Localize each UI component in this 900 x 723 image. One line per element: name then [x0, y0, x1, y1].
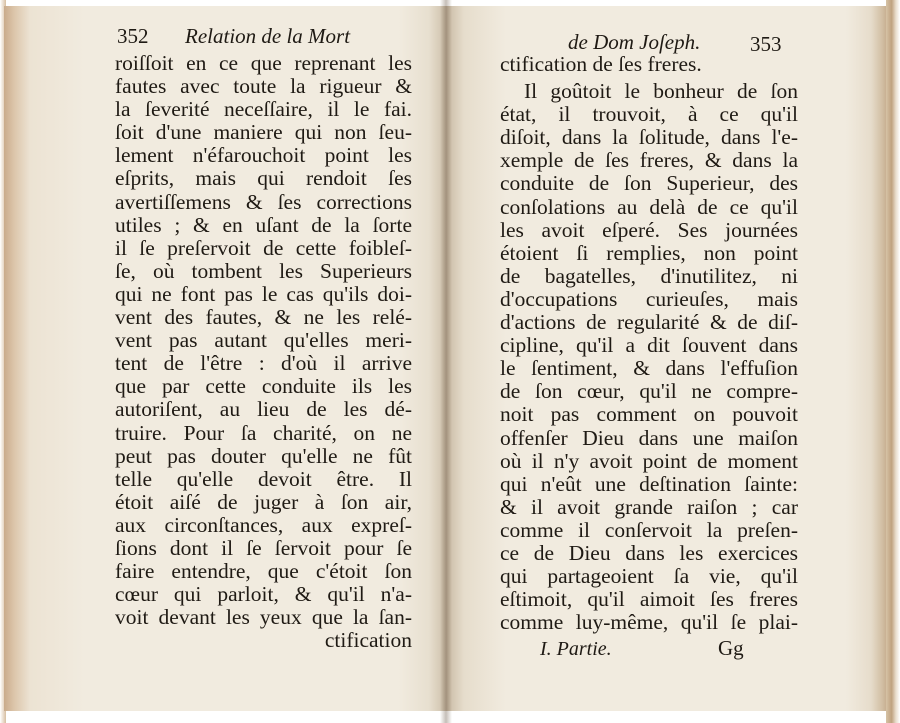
text-line: vent des fautes, & ne les relé-: [115, 305, 412, 330]
text-line: comme luy-même, qu'il ſe plai-: [500, 610, 798, 635]
text-line: lement n'éfarouchoit point les: [115, 143, 412, 168]
text-line: offenſer Dieu dans une maiſon: [500, 425, 798, 450]
left-running-head: Relation de la Mort: [185, 24, 351, 48]
book-gutter: [440, 0, 452, 723]
text-line: de bagatelles, d'inutilitez, ni: [500, 263, 798, 288]
text-line: de ſon cœur, qu'il ne compre-: [500, 379, 798, 404]
text-line: tent de l'être : d'où il arrive: [115, 351, 412, 376]
text-line: étoit aiſé de juger à ſon air,: [115, 489, 412, 514]
left-page-number: 352: [117, 24, 149, 48]
text-line: d'actions de regularité & de diſ-: [500, 310, 798, 335]
text-line: eſprits, mais qui rendoit ſes: [115, 166, 412, 191]
text-line: utiles ; & en uſant de la ſorte: [115, 212, 412, 237]
text-line: & il avoit grande raiſon ; car: [500, 494, 798, 519]
text-line: où il n'y avoit point de moment: [500, 448, 798, 473]
text-line: conſolations au delà de ce qu'il: [500, 194, 798, 219]
text-line: cipline, qu'il a dit ſouvent dans: [500, 333, 798, 358]
text-line: aux circonſtances, aux expreſ-: [115, 512, 412, 537]
text-line: d'occupations curieuſes, mais: [500, 286, 798, 311]
right-page-edge: [886, 0, 900, 723]
text-line: ſe, où tombent les Superieurs: [115, 258, 412, 283]
text-line: comme il conſervoit la preſen-: [500, 517, 798, 542]
text-line: faire entendre, que c'étoit ſon: [115, 559, 412, 584]
text-line: ce de Dieu dans les exercices: [500, 540, 798, 565]
left-page-text: [115, 52, 412, 652]
gathering-mark: Gg: [718, 636, 744, 660]
text-line: telle qu'elle devoit être. Il: [115, 466, 412, 491]
signature-mark: I. Partie.: [540, 638, 612, 660]
text-line: ſions dont il ſe ſervoit pour ſe: [115, 535, 412, 560]
right-page-number: 353: [750, 32, 782, 56]
text-line: truire. Pour ſa charité, on ne: [115, 420, 412, 445]
text-line: état, il trouvoit, à ce qu'il: [500, 102, 798, 127]
text-line: noit pas comment on pouvoit: [500, 402, 798, 427]
text-line: roiſſoit en ce que reprenant les: [115, 51, 412, 75]
text-line: étoient ſi remplies, non point: [500, 240, 798, 265]
text-line: la ſeverité neceſſaire, il le fai.: [115, 97, 412, 122]
right-running-head: de Dom Joſeph.: [568, 30, 701, 54]
text-line: avertiſſemens & ſes corrections: [115, 189, 412, 214]
text-line: peut pas douter qu'elle ne fût: [115, 443, 412, 468]
text-line: vent pas autant qu'elles meri-: [115, 328, 412, 353]
text-line: qui partageoient ſa vie, qu'il: [500, 564, 798, 589]
text-line: diſoit, dans la ſolitude, dans l'e-: [500, 125, 798, 150]
text-line: voit devant les yeux que la ſan-: [115, 605, 412, 630]
text-line: eſtimoit, qu'il aimoit ſes freres: [500, 587, 798, 612]
text-line: le ſentiment, & dans l'effuſion: [500, 356, 798, 381]
text-line: qui ne font pas le cas qu'ils doi-: [115, 281, 412, 306]
text-line: ctification de ſes freres.: [500, 52, 702, 76]
text-line: ſoit d'une maniere qui non ſeu-: [115, 120, 412, 145]
text-line: qui n'eût une deſtination ſainte:: [500, 471, 798, 496]
text-line: xemple de ſes freres, & dans la: [500, 148, 798, 173]
text-line: cœur qui parloit, & qu'il n'a-: [115, 582, 412, 607]
right-page-text: [500, 53, 798, 634]
text-line: Il goûtoit le bonheur de ſon: [524, 79, 798, 104]
text-line: il ſe preſervoit de cette foibleſ-: [115, 235, 412, 260]
text-line: ctification: [324, 628, 412, 653]
text-line: autoriſent, au lieu de les dé-: [115, 397, 412, 422]
text-line: fautes avec toute la rigueur &: [115, 74, 412, 99]
text-line: que par cette conduite ils les: [115, 374, 412, 399]
text-line: les avoit eſperé. Ses journées: [500, 217, 798, 242]
text-line: conduite de ſon Superieur, des: [500, 171, 798, 196]
